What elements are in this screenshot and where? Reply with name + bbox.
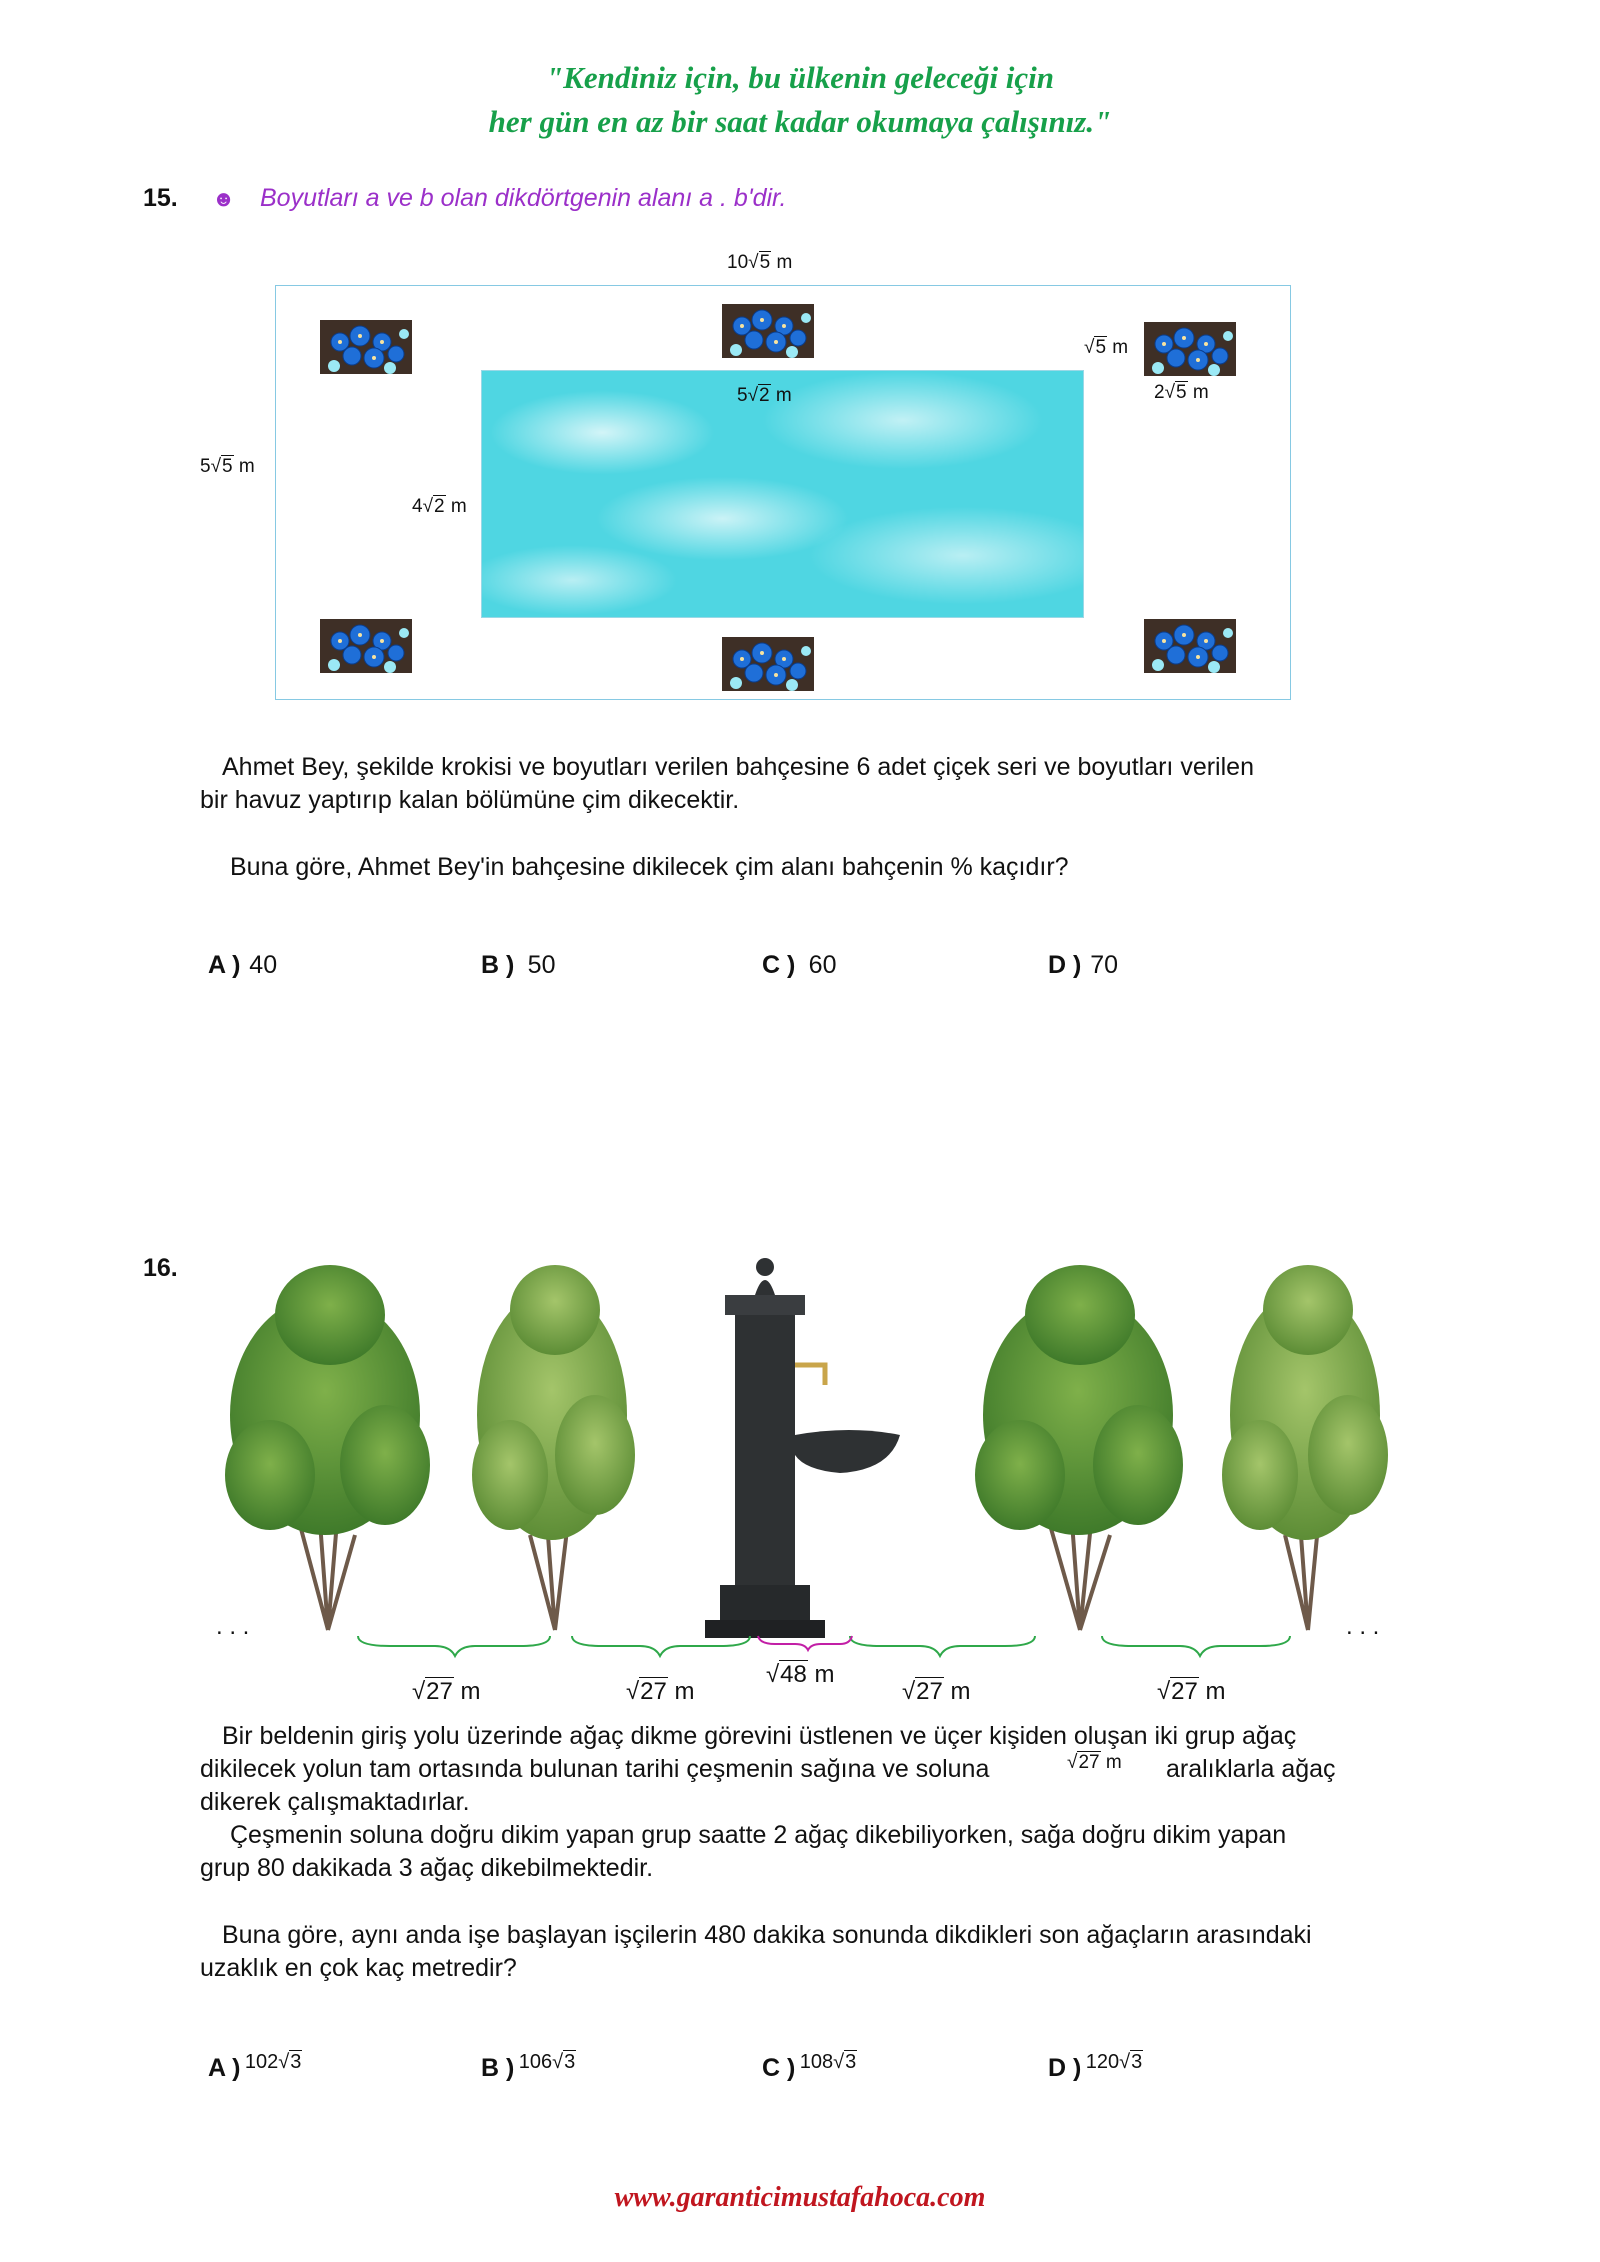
flowerbed-top-right	[1144, 322, 1236, 376]
footer-url[interactable]: www.garanticimustafahoca.com	[614, 2182, 986, 2213]
brace-2	[572, 1636, 750, 1656]
garden-width-label: 10√5 m	[727, 252, 793, 273]
trees-and-fountain-illustration	[200, 1245, 1420, 1645]
pool-width-label: 5√2 m	[737, 385, 792, 406]
flowerbed-top-middle	[722, 304, 814, 358]
option-value: 40	[249, 951, 278, 979]
option-letter: D )	[1048, 2054, 1082, 2082]
question-16-text-line-2a: dikilecek yolun tam ortasında bulunan tarihi çeşmenin sağına ve soluna	[200, 1755, 990, 1783]
continuation-dots-left: . . .	[216, 1613, 250, 1640]
brace-4	[850, 1636, 1035, 1656]
question-15-text-line-2: bir havuz yaptırıp kalan bölümüne çim dikecektir.	[200, 786, 740, 814]
q16-option-c[interactable]	[762, 2051, 857, 2083]
flowerbed-top-left	[320, 320, 412, 374]
option-value: 102√3	[244, 2051, 302, 2073]
tree-3	[975, 1265, 1183, 1630]
option-letter: A )	[208, 2054, 241, 2082]
question-16-question-line-2: uzaklık en çok kaç metredir?	[200, 1954, 517, 1982]
q15-option-b[interactable]	[481, 951, 555, 980]
option-letter: B )	[481, 951, 515, 979]
question-16-question-line-1: Buna göre, aynı anda işe başlayan işçilerin 480 dakika sonunda dikdikleri son ağaçların arasındaki	[222, 1921, 1312, 1949]
question-15-text-line-1: Ahmet Bey, şekilde krokisi ve boyutları verilen bahçesine 6 adet çiçek seri ve boyutları verilen	[222, 753, 1254, 781]
flowerbed-bottom-middle	[722, 637, 814, 691]
option-value: 70	[1090, 951, 1119, 979]
flowerbed-height-label: √5 m	[1084, 337, 1129, 358]
q16-option-d[interactable]	[1048, 2051, 1143, 2083]
flowerbed-bottom-left	[320, 619, 412, 673]
pool	[481, 370, 1084, 618]
option-letter: D )	[1048, 951, 1082, 979]
option-letter: B )	[481, 2054, 515, 2082]
brace-fountain	[758, 1636, 852, 1650]
question-16-text-line-4: Çeşmenin soluna doğru dikim yapan grup saatte 2 ağaç dikebiliyorken, sağa doğru dikim yapan	[230, 1821, 1287, 1849]
tree-1	[225, 1265, 430, 1630]
question-16-text-line-1: Bir beldenin giriş yolu üzerinde ağaç dikme görevini üstlenen ve üçer kişiden oluşan iki grup ağaç	[222, 1722, 1297, 1750]
option-value: 108√3	[799, 2051, 857, 2073]
motto-line-1: "Kendiniz için, bu ülkenin geleceği için	[545, 60, 1055, 95]
q15-option-d[interactable]	[1048, 951, 1118, 980]
brace-1	[358, 1636, 550, 1656]
option-value: 120√3	[1085, 2051, 1143, 2073]
option-letter: C )	[762, 951, 796, 979]
option-value: 60	[808, 951, 837, 979]
garden-height-label: 5√5 m	[200, 456, 255, 477]
q15-option-c[interactable]	[762, 951, 836, 980]
option-letter: C )	[762, 2054, 796, 2082]
inline-distance: √27 m	[1067, 1752, 1122, 1773]
flowerbed-width-label: 2√5 m	[1154, 382, 1209, 403]
question-15-number: 15.	[143, 184, 178, 212]
brace-5	[1102, 1636, 1290, 1656]
question-16-number: 16.	[143, 1254, 178, 1282]
question-16-text-line-5: grup 80 dakikada 3 ağaç dikebilmektedir.	[200, 1854, 654, 1882]
q16-option-a[interactable]	[208, 2051, 302, 2083]
question-15-hint: Boyutları a ve b olan dikdörtgenin alanı a . b'dir.	[260, 184, 787, 212]
option-value: 50	[527, 951, 556, 979]
smiley-icon: ☻	[212, 186, 236, 211]
option-letter: A )	[208, 951, 241, 979]
question-15-question: Buna göre, Ahmet Bey'in bahçesine dikilecek çim alanı bahçenin % kaçıdır?	[230, 853, 1069, 881]
distance-label-2: √27 m	[626, 1678, 695, 1705]
q16-option-b[interactable]	[481, 2051, 576, 2083]
pool-height-label: 4√2 m	[412, 496, 467, 517]
motto-line-2: her gün en az bir saat kadar okumaya çalışınız."	[488, 104, 1112, 139]
question-16-text-line-3: dikerek çalışmaktadırlar.	[200, 1788, 470, 1816]
question-16-text-line-2b: aralıklarla ağaç	[1166, 1755, 1336, 1783]
distance-label-3: √27 m	[902, 1678, 971, 1705]
flowerbed-bottom-right	[1144, 619, 1236, 673]
tree-2	[472, 1265, 635, 1630]
option-value: 106√3	[518, 2051, 576, 2073]
historic-fountain	[705, 1258, 900, 1638]
tree-4	[1222, 1265, 1388, 1630]
distance-label-1: √27 m	[412, 1678, 481, 1705]
distance-label-4: √27 m	[1157, 1678, 1226, 1705]
fountain-width-label: √48 m	[766, 1661, 835, 1688]
continuation-dots-right: . . .	[1346, 1613, 1380, 1640]
q15-option-a[interactable]	[208, 951, 277, 980]
